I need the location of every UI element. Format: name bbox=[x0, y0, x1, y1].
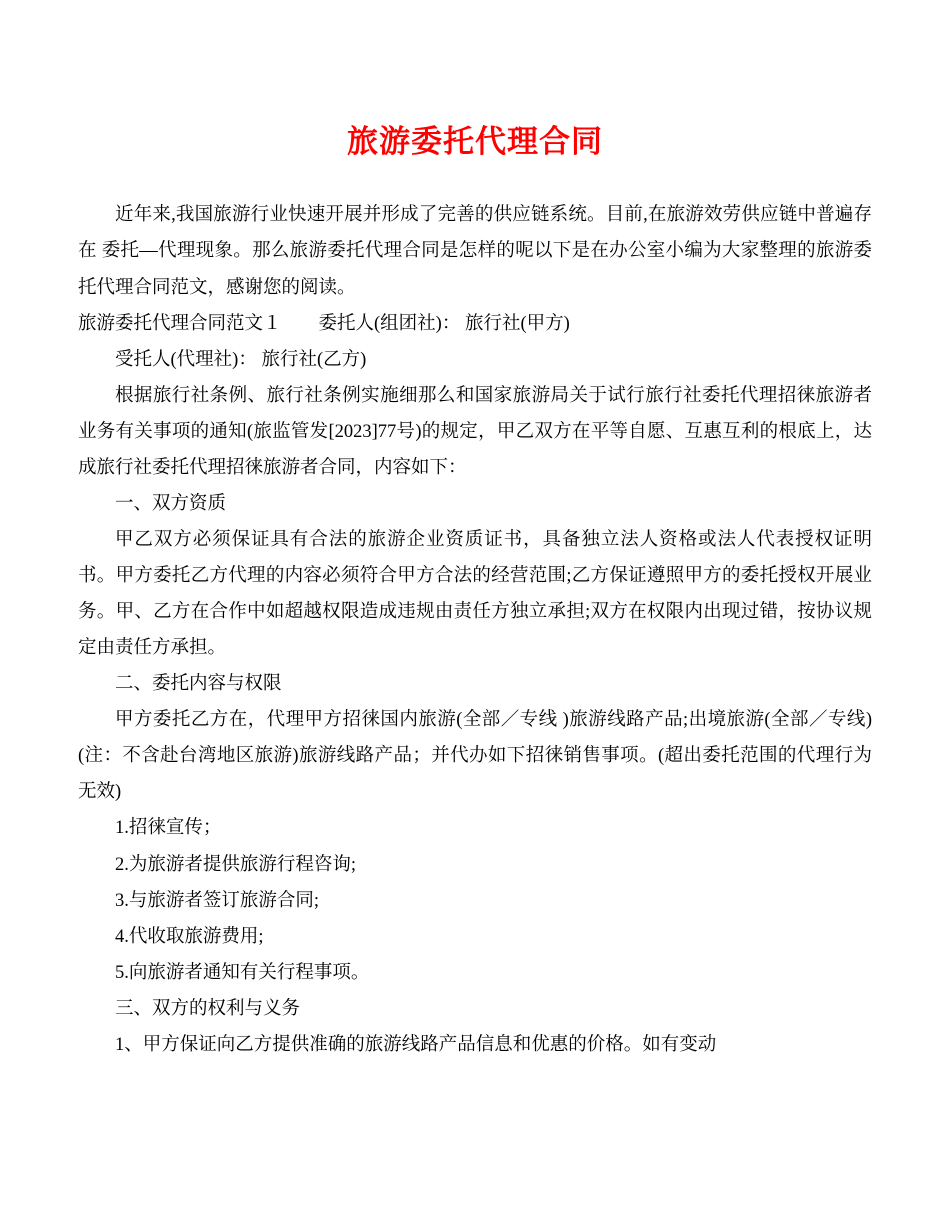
list-item: 4.代收取旅游费用; bbox=[115, 926, 264, 947]
paragraph: 甲方委托乙方在，代理甲方招徕国内旅游(全部／专线 )旅游线路产品;出境旅游(全部／专线)(注：不含赴台湾地区旅游)旅游线路产品；并代办如下招徕销售事项。(超出委托范围的代理行为无效) bbox=[78, 710, 872, 803]
paragraph: 近年来,我国旅游行业快速开展并形成了完善的供应链系统。目前,在旅游效劳供应链中普遍存在 委托—代理现象。那么旅游委托代理合同是怎样的呢以下是在办公室小编为大家整理的旅游委托代理合同范文，感谢您的阅读。 bbox=[78, 205, 872, 298]
section-heading: 二、委托内容与权限 bbox=[115, 674, 282, 695]
list-item: 3.与旅游者签订旅游合同; bbox=[115, 890, 320, 911]
document-body bbox=[78, 197, 872, 1063]
paragraph: 1、甲方保证向乙方提供准确的旅游线路产品信息和优惠的价格。如有变动 bbox=[115, 1034, 717, 1055]
section-heading: 三、双方的权利与义务 bbox=[115, 998, 301, 1019]
paragraph: 甲乙双方必须保证具有合法的旅游企业资质证书，具备独立法人资格或法人代表授权证明书。甲方委托乙方代理的内容必须符合甲方合法的经营范围;乙方保证遵照甲方的委托授权开展业务。甲、乙方在合作中如超越权限造成违规由责任方独立承担;双方在权限内出现过错，按协议规定由责任方承担。 bbox=[78, 529, 872, 659]
page-title: 旅游委托代理合同 bbox=[347, 124, 603, 159]
list-item: 5.向旅游者通知有关行程事项。 bbox=[115, 962, 370, 983]
list-item: 1.招徕宣传； bbox=[115, 818, 222, 839]
paragraph: 旅游委托代理合同范文１ 委托人(组团社)： 旅行社(甲方) bbox=[78, 313, 570, 334]
section-heading: 一、双方资质 bbox=[115, 493, 227, 514]
list-item: 2.为旅游者提供旅游行程咨询; bbox=[115, 854, 357, 875]
paragraph: 受托人(代理社)： 旅行社(乙方) bbox=[115, 349, 367, 370]
paragraph: 根据旅行社条例、旅行社条例实施细那么和国家旅游局关于试行旅行社委托代理招徕旅游者业务有关事项的通知(旅监管发[2023]77号)的规定，甲乙双方在平等自愿、互惠互利的根底上，达成旅行社委托代理招徕旅游者合同，内容如下： bbox=[78, 385, 872, 478]
